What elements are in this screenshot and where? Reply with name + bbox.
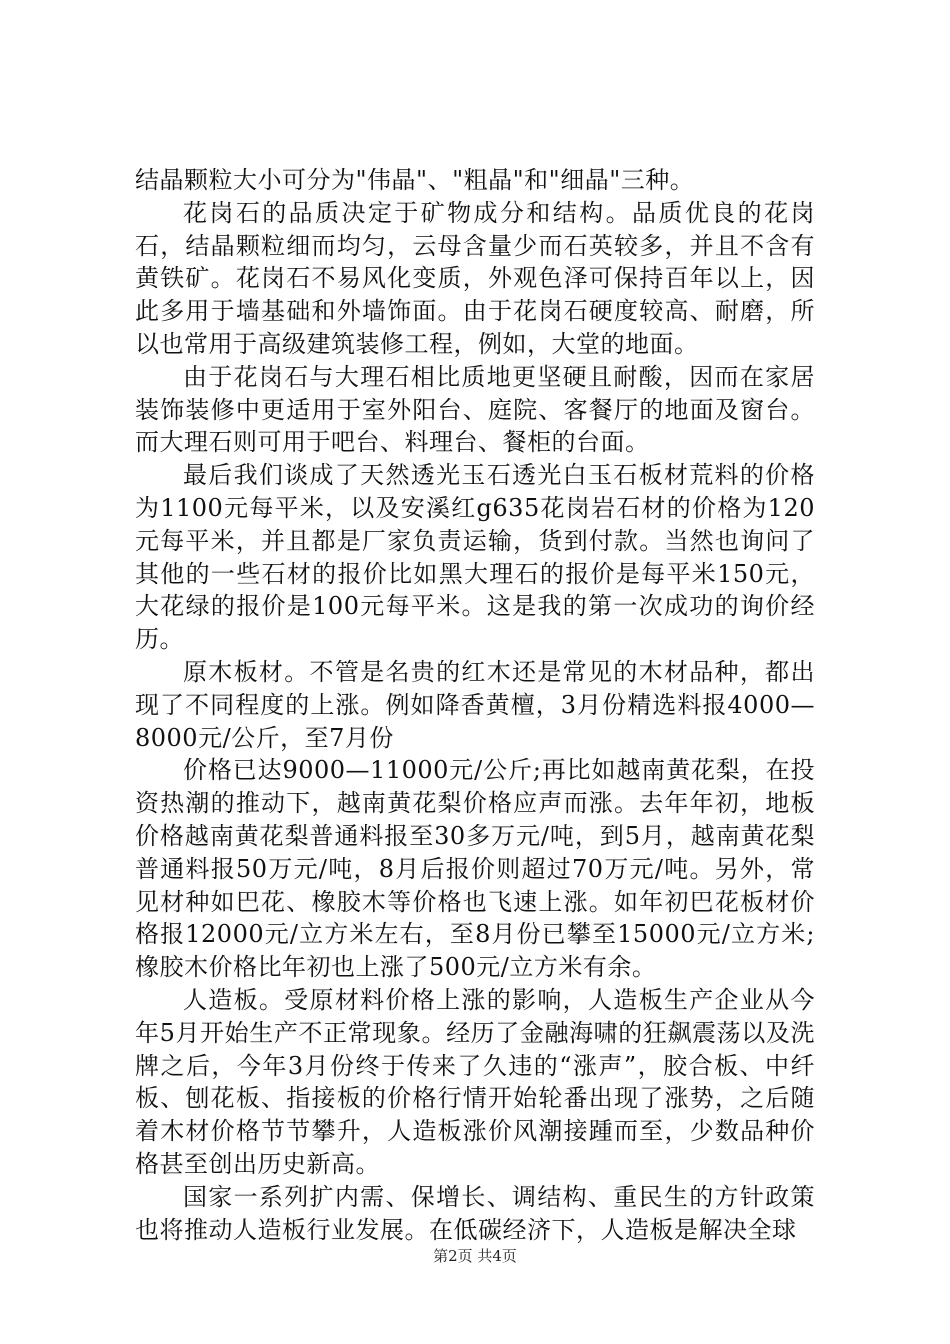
paragraph-4: 最后我们谈成了天然透光玉石透光白玉石板材荒料的价格为1100元每平米，以及安溪红g635花岗岩石材的价格为120元每平米，并且都是厂家负责运输，货到付款。当然也询问了其他的一些石材的报价比如黑大理石的报价是每平米150元，大花绿的报价是100元每平米。这是我的第一次成功的询价经历。 <box>135 461 815 654</box>
paragraph-7: 人造板。受原材料价格上涨的影响，人造板生产企业从今年5月开始生产不正常现象。经历了金融海啸的狂飙震荡以及洗牌之后，今年3月份终于传来了久违的“涨声”，胶合板、中纤板、刨花板、指接板的价格行情开始轮番出现了涨势，之后随着木材价格节节攀升，人造板涨价风潮接踵而至，少数品种价格甚至创出历史新高。 <box>135 985 815 1178</box>
paragraph-1: 结晶颗粒大小可分为"伟晶"、"粗晶"和"细晶"三种。 <box>135 166 695 194</box>
paragraph-8: 国家一系列扩内需、保增长、调结构、重民生的方针政策也将推动人造板行业发展。在低碳经济下，人造板是解决全球 <box>135 1182 815 1244</box>
paragraph-2: 花岗石的品质决定于矿物成分和结构。品质优良的花岗石，结晶颗粒细而均匀，云母含量少而石英较多，并且不含有黄铁矿。花岗石不易风化变质，外观色泽可保持百年以上，因此多用于墙基础和外墙饰面。由于花岗石硬度较高、耐磨，所以也常用于高级建筑装修工程，例如，大堂的地面。 <box>135 198 815 358</box>
paragraph-5: 原木板材。不管是名贵的红木还是常见的木材品种，都出现了不同程度的上涨。例如降香黄檀，3月份精选料报4000—8000元/公斤，至7月份 <box>135 657 815 752</box>
page-footer: 第2页 共4页 <box>433 1247 517 1265</box>
paragraph-3: 由于花岗石与大理石相比质地更坚硬且耐酸，因而在家居装饰装修中更适用于室外阳台、庭院、客餐厅的地面及窗台。而大理石则可用于吧台、料理台、餐柜的台面。 <box>135 362 815 457</box>
paragraph-6: 价格已达9000—11000元/公斤;再比如越南黄花梨，在投资热潮的推动下，越南黄花梨价格应声而涨。去年年初，地板价格越南黄花梨普通料报至30多万元/吨，到5月，越南黄花梨普通料报50万元/吨，8月后报价则超过70万元/吨。另外，常见材种如巴花、橡胶木等价格也飞速上涨。如年初巴花板材价格报12000元/立方米左右，至8月份已攀至15000元/立方米;橡胶木价格比年初也上涨了500元/立方米有余。 <box>135 756 815 982</box>
document-body <box>135 164 815 1246</box>
